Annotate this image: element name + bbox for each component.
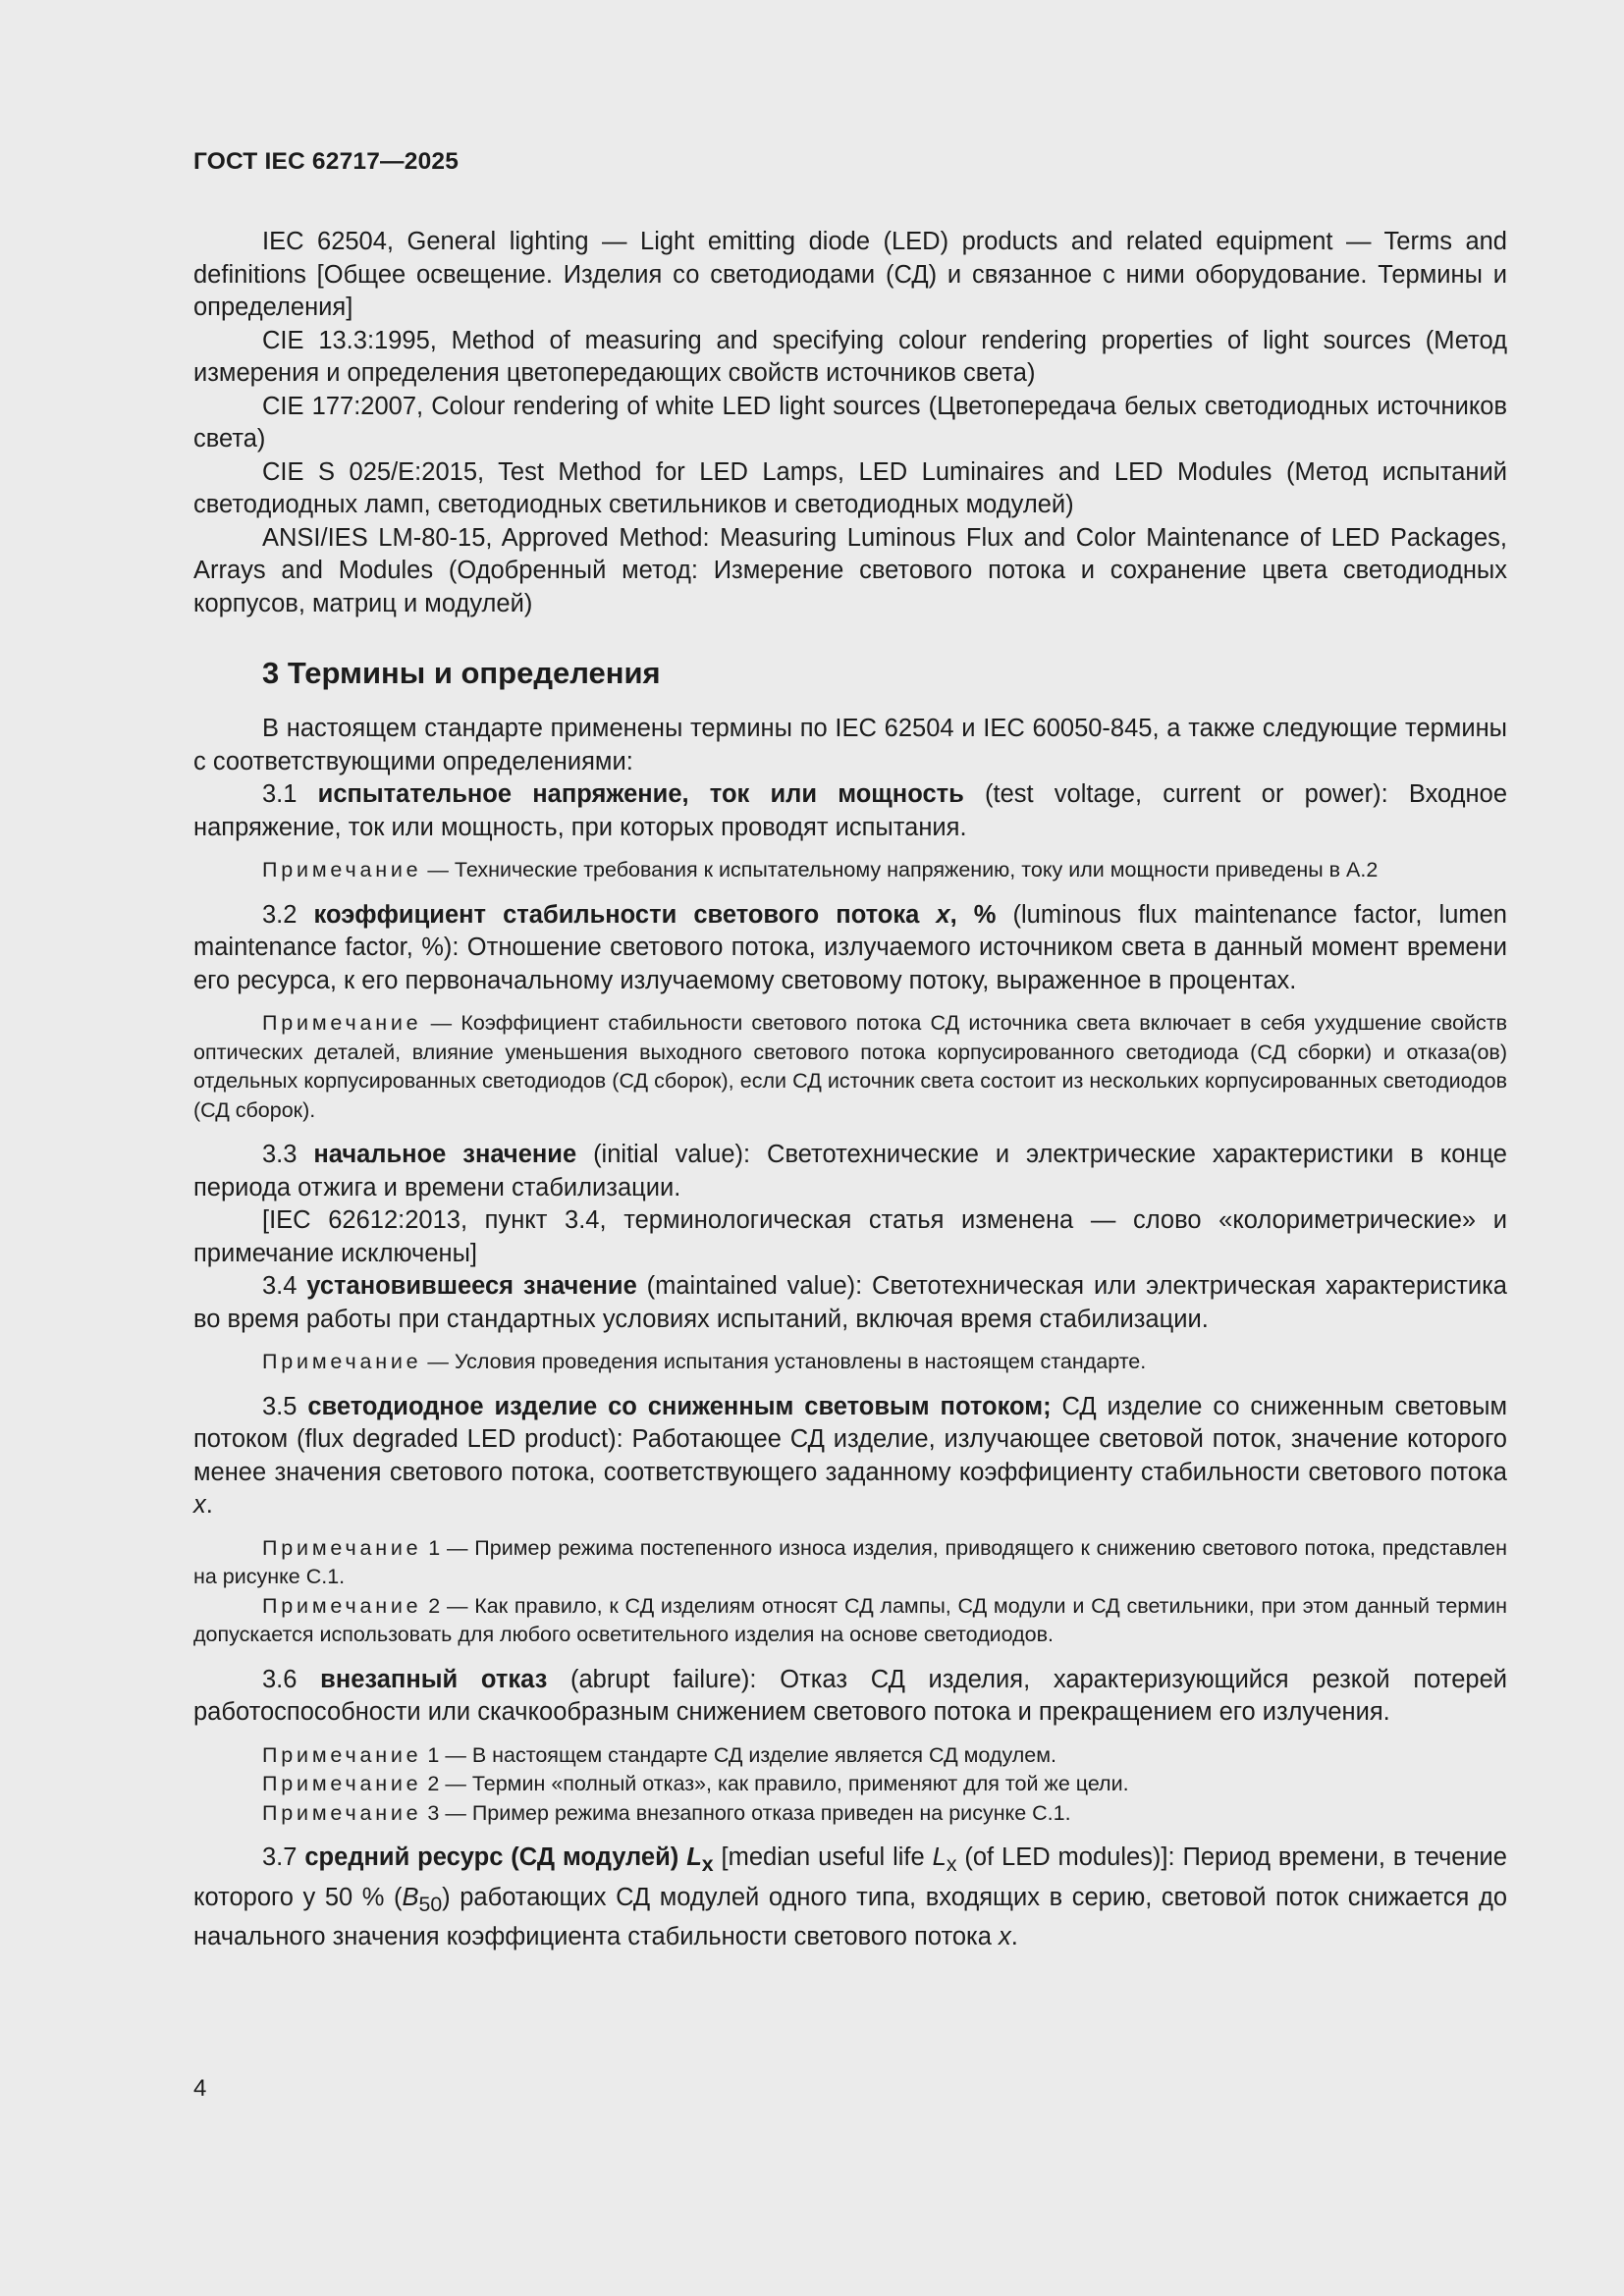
term-definition: (abrupt failure): Отказ СД изделия, характеризующийся резкой потерей работоспособности или скачкообразным снижением светового потока и прекращением его излучения. bbox=[193, 1665, 1507, 1726]
term-3-6-note-2: Примечание 2 — Термин «полный отказ», как правило, применяют для той же цели. bbox=[262, 1772, 1129, 1795]
reference-entry: IEC 62504, General lighting — Light emitting diode (LED) products and related equipment — Terms and definitions [Общее освещение. Изделия со светодиодами (СД) и связанное с ними оборудование. Термины и определения] bbox=[193, 228, 1507, 321]
section-intro: В настоящем стандарте применены термины по IEC 62504 и IEC 60050-845, а также следующие термины с соответствующими определениями: bbox=[193, 715, 1507, 775]
term-3-4 bbox=[193, 1270, 1507, 1336]
note-label: Примечание bbox=[262, 1535, 422, 1560]
term-definition: (initial value): Светотехнические и электрические характеристики в конце периода отжига и времени стабилизации. bbox=[193, 1141, 1507, 1201]
page-content bbox=[193, 226, 1507, 1954]
note-label: Примечание bbox=[262, 1011, 422, 1035]
term-3-6-note-1: Примечание 1 — В настоящем стандарте СД изделие является СД модулем. bbox=[262, 1742, 1056, 1767]
note-text: Как правило, к СД изделиям относят СД лампы, СД модули и СД светильники, при этом данный термин допускается использовать для любого осветительного изделия на основе светодиодов. bbox=[193, 1593, 1507, 1646]
term-name: внезапный отказ bbox=[320, 1665, 548, 1693]
term-name: коэффициент стабильности светового потока x, % bbox=[313, 900, 997, 929]
reference-entry: ANSI/IES LM-80-15, Approved Method: Measuring Luminous Flux and Color Maintenance of LED Packages, Arrays and Modules (Одобренный метод: Измерение светового потока и сохранение цвета светодиодных корпусов, матриц и модулей) bbox=[193, 523, 1507, 617]
note-text: Условия проведения испытания установлены в настоящем стандарте. bbox=[454, 1350, 1147, 1373]
term-number: 3.1 bbox=[262, 780, 318, 808]
note-label: Примечание bbox=[262, 1593, 422, 1618]
note-label: Примечание bbox=[262, 1772, 422, 1795]
note-text: Технические требования к испытательному напряжению, току или мощности приведены в А.2 bbox=[454, 858, 1379, 881]
note-label: Примечание bbox=[262, 1350, 422, 1373]
term-number: 3.7 bbox=[262, 1843, 305, 1871]
term-number: 3.6 bbox=[262, 1665, 321, 1693]
term-definition: [median useful life bbox=[713, 1843, 933, 1871]
page-number: 4 bbox=[193, 2075, 207, 2102]
term-3-5-note-2: Примечание 2 — Как правило, к СД изделиям относят СД лампы, СД модули и СД светильники, при этом данный термин допускается использовать для любого осветительного изделия на основе светодиодов. bbox=[193, 1593, 1507, 1646]
term-name: испытательное напряжение, ток или мощность bbox=[317, 780, 964, 808]
term-3-1 bbox=[193, 778, 1507, 844]
section-heading: 3 Термины и определения bbox=[262, 656, 661, 690]
term-number: 3.2 bbox=[262, 900, 314, 929]
note-label: Примечание bbox=[262, 858, 422, 881]
term-name: установившееся значение bbox=[306, 1272, 637, 1300]
term-3-2-note: Примечание — Коэффициент стабильности светового потока СД источника света включает в себя ухудшение свойств оптических деталей, влияние уменьшения выходного светового потока корпусированного светодиода (СД сборки) и отказа(ов) отдельных корпусированных светодиодов (СД сборок), если СД источник света состоит из нескольких корпусированных светодиодов (СД сборок). bbox=[193, 1011, 1507, 1122]
term-3-6-note-3: Примечание 3 — Пример режима внезапного отказа приведен на рисунке С.1. bbox=[262, 1800, 1071, 1825]
reference-entry: CIE 177:2007, Colour rendering of white LED light sources (Цветопередача белых светодиодных источников света) bbox=[193, 392, 1507, 453]
term-3-7: 3.7 средний ресурс (СД модулей) $L_x$ [median useful life $L_x$ (of LED modules)]: Период времени, в течение которого у 50 % $(B_{50})$ работающих СД модулей одного типа, входящих в серию, световой поток снижается до начального значения коэффициента стабильности светового потока x. bbox=[193, 1843, 1508, 1951]
note-text: В настоящем стандарте СД изделие является СД модулем. bbox=[471, 1742, 1056, 1767]
term-definition: (maintained value): Светотехническая или электрическая характеристика во время работы при стандартных условиях испытаний, включая время стабилизации. bbox=[193, 1272, 1507, 1333]
term-name: светодиодное изделие со сниженным световым потоком; bbox=[307, 1392, 1052, 1420]
term-3-4-note: Примечание — Условия проведения испытания установлены в настоящем стандарте. bbox=[262, 1350, 1147, 1373]
term-definition: (test voltage, current or power): Входное напряжение, ток или мощность, при которых проводят испытания. bbox=[193, 780, 1507, 841]
term-definition: СД изделие со сниженным световым потоком (flux degraded LED product): Работающее СД изделие, излучающее световой поток, значение которого менее значения светового потока, соответствующего заданному коэффициенту стабильности светового потока bbox=[193, 1392, 1507, 1486]
note-label: Примечание bbox=[262, 1742, 422, 1767]
note-text: Коэффициент стабильности светового потока СД источника света включает в себя ухудшение свойств оптических деталей, влияние уменьшения выходного светового потока корпусированного светодиода (СД сборки) и отказа(ов) отдельных корпусированных светодиодов (СД сборок), если СД источник света состоит из нескольких корпусированных светодиодов (СД сборок). bbox=[193, 1011, 1507, 1122]
term-3-1-note: Примечание — Технические требования к испытательному напряжению, току или мощности приведены в А.2 bbox=[262, 858, 1379, 881]
note-text: Пример режима внезапного отказа приведен на рисунке С.1. bbox=[471, 1800, 1071, 1825]
term-number: 3.3 bbox=[262, 1141, 314, 1168]
term-definition: (luminous flux maintenance factor, lumen maintenance factor, %): Отношение светового потока, излучаемого источником света в данный момент времени его ресурса, к его первоначальному излучаемому световому потоку, выраженное в процентах. bbox=[193, 900, 1507, 994]
document-header: ГОСТ IEC 62717—2025 bbox=[193, 148, 460, 175]
reference-entry: CIE 13.3:1995, Method of measuring and specifying colour rendering properties of light sources (Метод измерения и определения цветопередающих свойств источников света) bbox=[193, 326, 1507, 387]
term-number: 3.5 bbox=[262, 1392, 308, 1420]
note-text: Термин «полный отказ», как правило, применяют для той же цели. bbox=[471, 1772, 1129, 1795]
reference-entry: CIE S 025/E:2015, Test Method for LED Lamps, LED Luminaires and LED Modules (Метод испытаний светодиодных ламп, светодиодных светильников и светодиодных модулей) bbox=[193, 457, 1507, 518]
term-3-2 bbox=[193, 899, 1507, 998]
term-3-3 bbox=[193, 1139, 1507, 1204]
term-3-3-source: [IEC 62612:2013, пункт 3.4, терминологическая статья изменена — слово «колориметрические» и примечание исключены] bbox=[193, 1206, 1507, 1267]
term-3-5-note-1: Примечание 1 — Пример режима постепенного износа изделия, приводящего к снижению светового потока, представлен на рисунке С.1. bbox=[193, 1535, 1507, 1588]
term-number: 3.4 bbox=[262, 1272, 307, 1300]
term-3-5: 3.5 светодиодное изделие со сниженным световым потоком; СД изделие со сниженным световым потоком (flux degraded LED product): Работающее СД изделие, излучающее световой поток, значение которого менее значения светового потока, соответствующего заданному коэффициенту стабильности светового потока x. bbox=[193, 1392, 1507, 1519]
term-3-6 bbox=[193, 1664, 1507, 1730]
note-text: Пример режима постепенного износа изделия, приводящего к снижению светового потока, представлен на рисунке С.1. bbox=[193, 1535, 1507, 1588]
term-name: начальное значение bbox=[313, 1141, 577, 1168]
term-name: средний ресурс (СД модулей) $L_x$ bbox=[304, 1843, 714, 1877]
note-label: Примечание bbox=[262, 1800, 422, 1825]
